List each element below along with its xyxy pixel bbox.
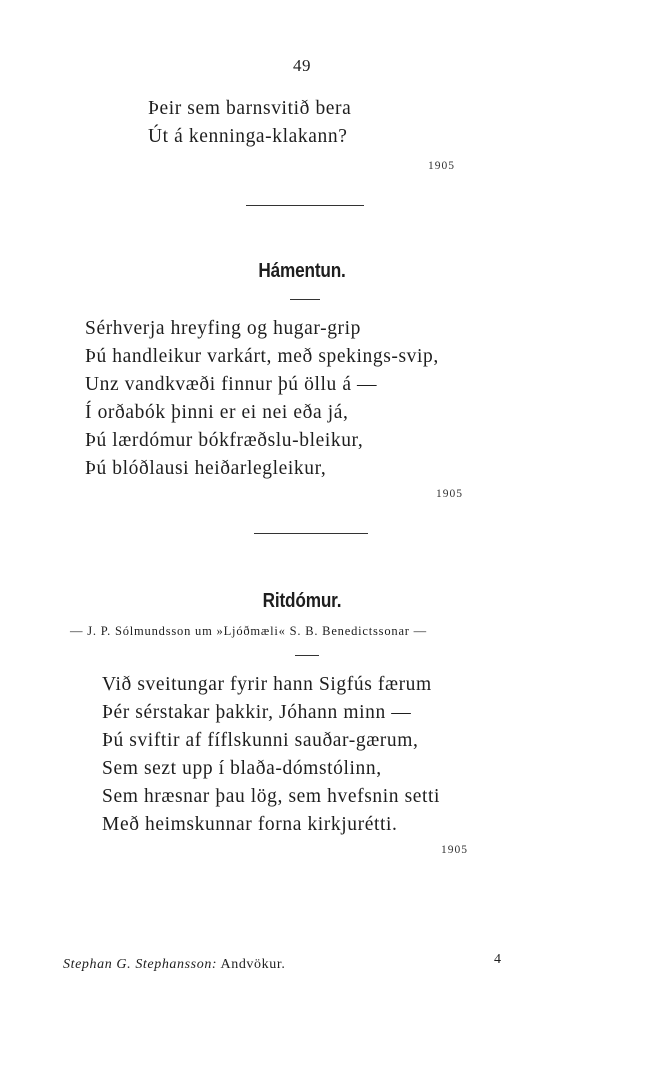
footer-book-title: Andvökur. (220, 957, 286, 972)
section-divider (246, 205, 364, 206)
poem-3-line: Sem hræsnar þau lög, sem hvefsnin setti (102, 786, 441, 807)
page-footer (63, 957, 285, 973)
title-rule (295, 655, 319, 656)
poem-2-line: Þú blóðlausi heiðarlegleikur, (85, 458, 327, 479)
poem-2-line: Þú lærdómur bókfræðslu-bleikur, (85, 430, 364, 451)
poem-3-subtitle: — J. P. Sólmundsson um »Ljóðmæli« S. B. Benedictssonar — (70, 624, 427, 638)
signature-mark: 4 (494, 952, 501, 967)
poem-1-line: Þeir sem barnsvitið bera (148, 98, 352, 119)
poem-3-line: Sem sezt upp í blaða-dómstólinn, (102, 758, 382, 779)
poem-2-line: Í orðabók þinni er ei nei eða já, (85, 402, 349, 423)
poem-3-title: Ritdómur. (262, 590, 342, 612)
poem-2-line: Sérhverja hreyfing og hugar-grip (85, 318, 362, 339)
footer-author: Stephan G. Stephansson: (63, 957, 218, 972)
poem-3-year: 1905 (441, 844, 468, 856)
poem-1-line: Út á kenninga-klakann? (148, 126, 348, 147)
page-number: 49 (293, 56, 311, 75)
poem-3-line: Þú sviftir af fíflskunni sauðar-gærum, (102, 730, 419, 751)
poem-2-line: Unz vandkvæði finnur þú öllu á — (85, 374, 378, 395)
poem-2-line: Þú handleikur varkárt, með spekings-svip, (85, 346, 439, 367)
poem-3-line: Við sveitungar fyrir hann Sigfús færum (102, 674, 432, 695)
poem-3-line: Þér sérstakar þakkir, Jóhann minn — (102, 702, 412, 723)
title-rule (290, 299, 320, 300)
poem-3-line: Með heimskunnar forna kirkjurétti. (102, 814, 398, 835)
poem-2-title: Hámentun. (258, 260, 346, 282)
poem-1-year: 1905 (428, 160, 455, 172)
section-divider (254, 533, 368, 534)
poem-2-year: 1905 (436, 488, 463, 500)
